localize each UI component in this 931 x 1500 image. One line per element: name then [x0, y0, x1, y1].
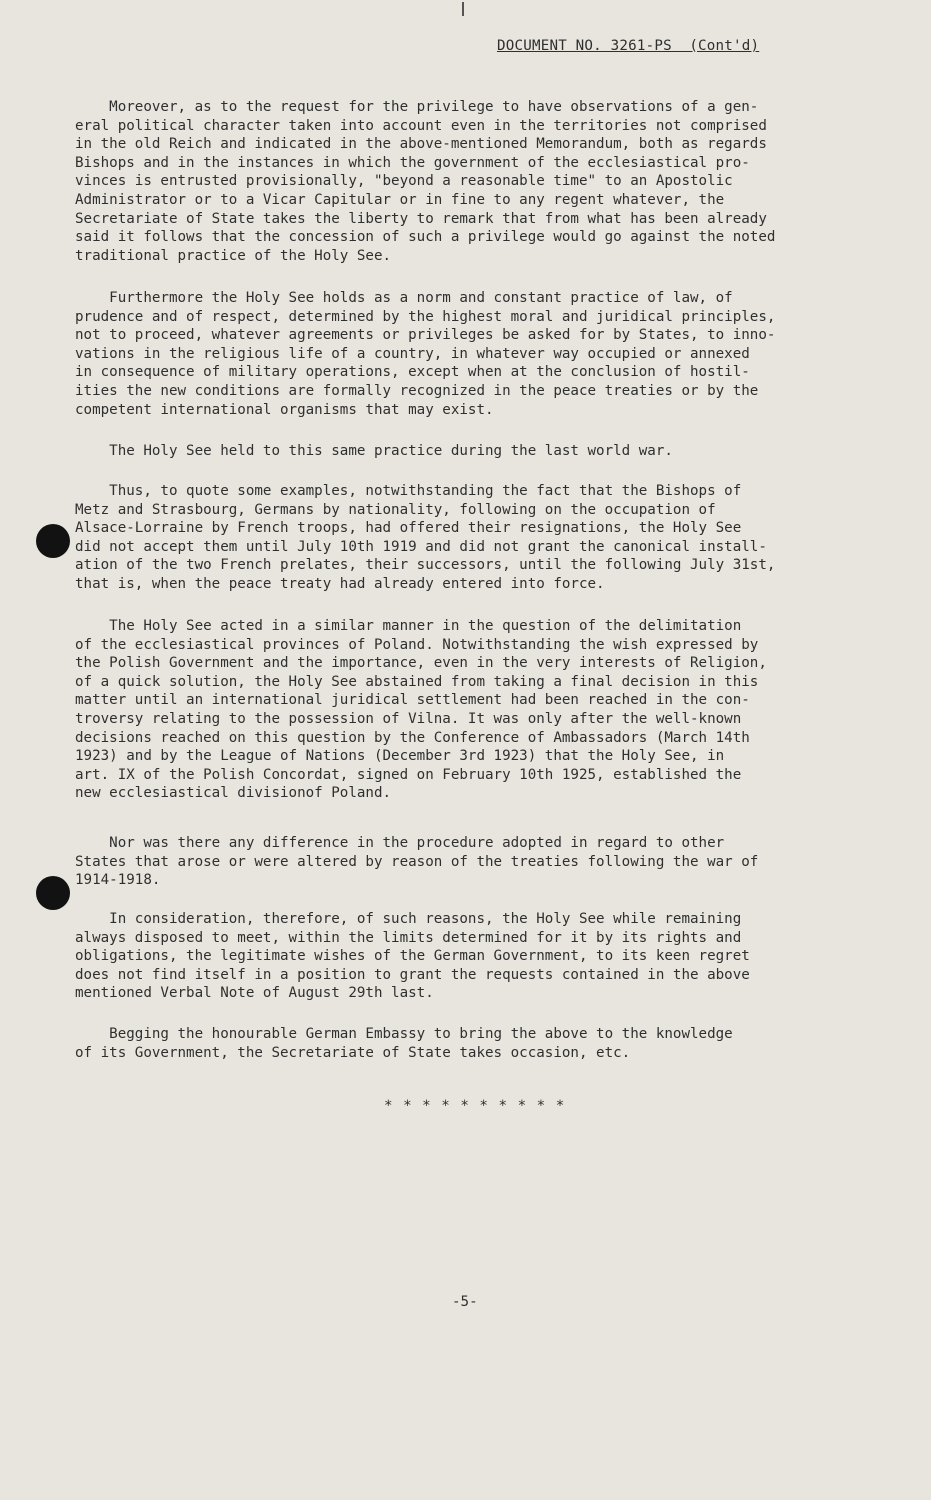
text-line: The Holy See acted in a similar manner in the question of the delimitation: [75, 618, 742, 634]
paragraph-norm-and-practice: [75, 289, 875, 419]
text-line: Moreover, as to the request for the privilege to have observations of a gen-: [75, 99, 759, 115]
text-line: vinces is entrusted provisionally, "beyond a reasonable time" to an Apostolic: [75, 173, 733, 190]
text-line: decisions reached on this question by the Conference of Ambassadors (March 14th: [75, 729, 750, 746]
asterisk-separator: * * * * * * * * * *: [384, 1098, 566, 1114]
text-line: Metz and Strasbourg, Germans by nationality, following on the occupation of: [75, 501, 716, 518]
text-line: of its Government, the Secretariate of State takes occasion, etc.: [75, 1044, 631, 1061]
text-line: that is, when the peace treaty had already entered into force.: [75, 575, 605, 592]
text-line: eral political character taken into account even in the territories not comprised: [75, 117, 767, 134]
text-line: States that arose or were altered by reason of the treaties following the war of: [75, 853, 759, 870]
text-line: new ecclesiastical divisionof Poland.: [75, 785, 392, 802]
text-line: Secretariate of State takes the liberty to remark that from what has been already: [75, 210, 767, 227]
text-line: obligations, the legitimate wishes of the German Government, to its keen regret: [75, 948, 750, 965]
punch-hole-icon: [36, 876, 70, 910]
text-line: Administrator or to a Vicar Capitular or in fine to any regent whatever, the: [75, 191, 725, 208]
text-line: In consideration, therefore, of such reasons, the Holy See while remaining: [75, 911, 742, 927]
margin-mark: [462, 2, 464, 16]
text-line: ities the new conditions are formally recognized in the peace treaties or by the: [75, 382, 759, 399]
text-line: The Holy See held to this same practice during the last world war.: [75, 443, 673, 459]
text-line: the Polish Government and the importance, even in the very interests of Religion,: [75, 655, 767, 672]
text-line: Begging the honourable German Embassy to bring the above to the knowledge: [75, 1026, 733, 1042]
text-line: said it follows that the concession of such a privilege would go against the noted: [75, 229, 776, 246]
text-line: in consequence of military operations, except when at the conclusion of hostil-: [75, 364, 750, 381]
text-line: troversy relating to the possession of Vilna. It was only after the well-known: [75, 710, 742, 727]
text-line: of the ecclesiastical provinces of Poland. Notwithstanding the wish expressed by: [75, 636, 759, 653]
text-line: prudence and of respect, determined by the highest moral and juridical principles,: [75, 308, 776, 325]
text-line: Thus, to quote some examples, notwithstanding the fact that the Bishops of: [75, 483, 742, 499]
paragraph-other-states: [75, 834, 875, 890]
text-line: Bishops and in the instances in which the government of the ecclesiastical pro-: [75, 154, 750, 171]
text-line: of a quick solution, the Holy See abstained from taking a final decision in this: [75, 673, 759, 690]
text-line: matter until an international juridical settlement had been reached in the con-: [75, 692, 750, 709]
text-line: always disposed to meet, within the limits determined for it by its rights and: [75, 929, 742, 946]
text-line: Furthermore the Holy See holds as a norm and constant practice of law, of: [75, 290, 733, 306]
text-line: traditional practice of the Holy See.: [75, 247, 392, 264]
text-line: did not accept them until July 10th 1919 and did not grant the canonical install-: [75, 538, 767, 555]
paragraph-privilege-request: [75, 98, 875, 265]
text-line: 1914-1918.: [75, 872, 161, 889]
document-reference-header: DOCUMENT NO. 3261-PS (Cont'd): [497, 38, 760, 54]
paragraph-metz-strasbourg-example: [75, 482, 875, 594]
text-line: Alsace-Lorraine by French troops, had offered their resignations, the Holy See: [75, 520, 742, 537]
text-line: does not find itself in a position to grant the requests contained in the above: [75, 966, 750, 983]
text-line: 1923) and by the League of Nations (December 3rd 1923) that the Holy See, in: [75, 748, 725, 765]
text-line: ation of the two French prelates, their successors, until the following July 31st,: [75, 557, 776, 574]
text-line: Nor was there any difference in the procedure adopted in regard to other: [75, 835, 725, 851]
paragraph-closing: [75, 1025, 875, 1062]
page-number: -5-: [452, 1294, 478, 1310]
paragraph-consideration-regret: [75, 910, 875, 1003]
punch-hole-icon: [36, 524, 70, 558]
text-line: mentioned Verbal Note of August 29th last.: [75, 985, 434, 1002]
paragraph-poland-delimitation: [75, 617, 875, 803]
text-line: vations in the religious life of a country, in whatever way occupied or annexed: [75, 345, 750, 362]
paragraph-last-world-war: [75, 442, 875, 461]
text-line: in the old Reich and indicated in the above-mentioned Memorandum, both as regards: [75, 136, 767, 153]
text-line: art. IX of the Polish Concordat, signed on February 10th 1925, established the: [75, 766, 742, 783]
text-line: competent international organisms that may exist.: [75, 401, 494, 418]
text-line: not to proceed, whatever agreements or privileges be asked for by States, to inno-: [75, 327, 776, 344]
